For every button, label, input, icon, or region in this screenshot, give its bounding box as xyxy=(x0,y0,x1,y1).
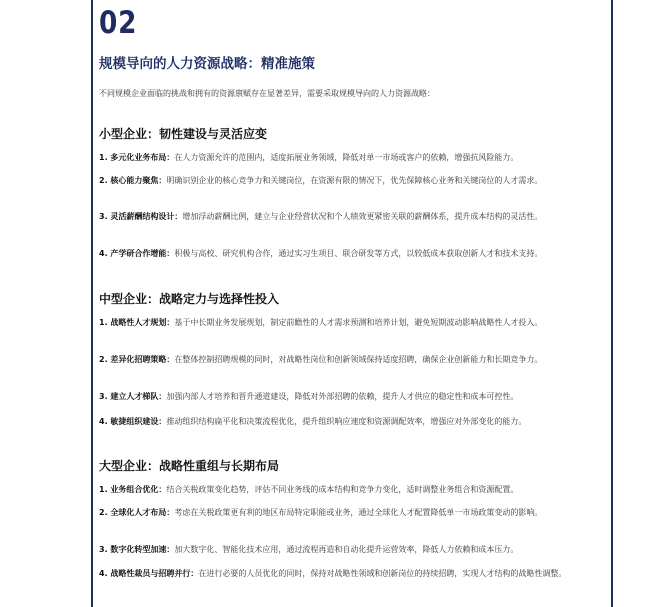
section-heading: 中型企业：战略定力与选择性投入 xyxy=(99,292,280,306)
section-heading: 小型企业：韧性建设与灵活应变 xyxy=(99,127,268,141)
item-key: 4. 战略性裁员与招聘并行： xyxy=(99,569,199,578)
page-title: 规模导向的人力资源战略：精准施策 xyxy=(99,56,315,72)
item-text: 在整体控制招聘规模的同时，对战略性岗位和创新领域保持适度招聘，确保企业创新能力和长期竞争力。 xyxy=(174,355,543,364)
list-item xyxy=(99,388,595,405)
item-text: 加大数字化、智能化技术应用，通过流程再造和自动化提升运营效率，降低人力依赖和成本压力。 xyxy=(174,545,519,554)
item-key: 3. 数字化转型加速： xyxy=(99,545,175,554)
left-border-line xyxy=(91,0,93,607)
list-item xyxy=(99,413,595,430)
section-large-enterprise xyxy=(99,458,599,578)
item-key: 1. 多元化业务布局： xyxy=(99,153,175,162)
list-item xyxy=(99,314,595,331)
list-item xyxy=(99,245,595,262)
item-key: 1. 战略性人才规划： xyxy=(99,318,175,327)
section-number: 02 xyxy=(99,5,138,41)
item-key: 2. 全球化人才布局： xyxy=(99,508,175,517)
item-text: 增加浮动薪酬比例，建立与企业经营状况和个人绩效更紧密关联的薪酬体系，提升成本结构的灵活性。 xyxy=(182,212,543,221)
item-key: 4. 敏捷组织建设： xyxy=(99,417,167,426)
list-item xyxy=(99,149,595,166)
item-key: 4. 产学研合作增能： xyxy=(99,249,175,258)
list-item xyxy=(99,208,595,225)
item-text: 在人力资源允许的范围内，适度拓展业务领域，降低对单一市场或客户的依赖，增强抗风险能力。 xyxy=(174,153,519,162)
intro-text: 不同规模企业面临的挑战和拥有的资源禀赋存在显著差异，需要采取规模导向的人力资源战略： xyxy=(99,89,435,98)
item-key: 2. 核心能力聚焦： xyxy=(99,176,167,185)
item-key: 3. 灵活薪酬结构设计： xyxy=(99,212,183,221)
item-key: 2. 差异化招聘策略： xyxy=(99,355,175,364)
item-key: 1. 业务组合优化： xyxy=(99,485,167,494)
list-item xyxy=(99,565,595,582)
list-item xyxy=(99,504,595,521)
section-heading: 大型企业：战略性重组与长期布局 xyxy=(99,459,280,473)
item-text: 在进行必要的人员优化的同时，保持对战略性领域和创新岗位的持续招聘，实现人才结构的战略性调整。 xyxy=(198,569,567,578)
section-small-enterprise xyxy=(99,126,599,258)
item-text: 推动组织结构扁平化和决策流程优化，提升组织响应速度和资源调配效率，增强应对外部变化的能力。 xyxy=(166,417,527,426)
section-medium-enterprise xyxy=(99,291,599,426)
list-item xyxy=(99,481,595,498)
item-text: 加强内部人才培养和晋升通道建设，降低对外部招聘的依赖，提升人才供应的稳定性和成本可控性。 xyxy=(166,392,519,401)
list-item xyxy=(99,172,595,189)
item-text: 考虑在关税政策更有利的地区布局特定职能或业务，通过全球化人才配置降低单一市场政策变动的影响。 xyxy=(174,508,543,517)
list-item xyxy=(99,351,595,368)
item-text: 基于中长期业务发展规划，制定前瞻性的人才需求预测和培养计划，避免短期波动影响战略性人才投入。 xyxy=(174,318,543,327)
item-key: 3. 建立人才梯队： xyxy=(99,392,167,401)
item-text: 积极与高校、研究机构合作，通过实习生项目、联合研发等方式，以较低成本获取创新人才和技术支持。 xyxy=(174,249,543,258)
item-text: 结合关税政策变化趋势，评估不同业务线的成本结构和竞争力变化，适时调整业务组合和资源配置。 xyxy=(166,485,519,494)
right-border-line xyxy=(611,0,613,607)
list-item xyxy=(99,541,595,558)
item-text: 明确识别企业的核心竞争力和关键岗位，在资源有限的情况下，优先保障核心业务和关键岗位的人才需求。 xyxy=(166,176,543,185)
